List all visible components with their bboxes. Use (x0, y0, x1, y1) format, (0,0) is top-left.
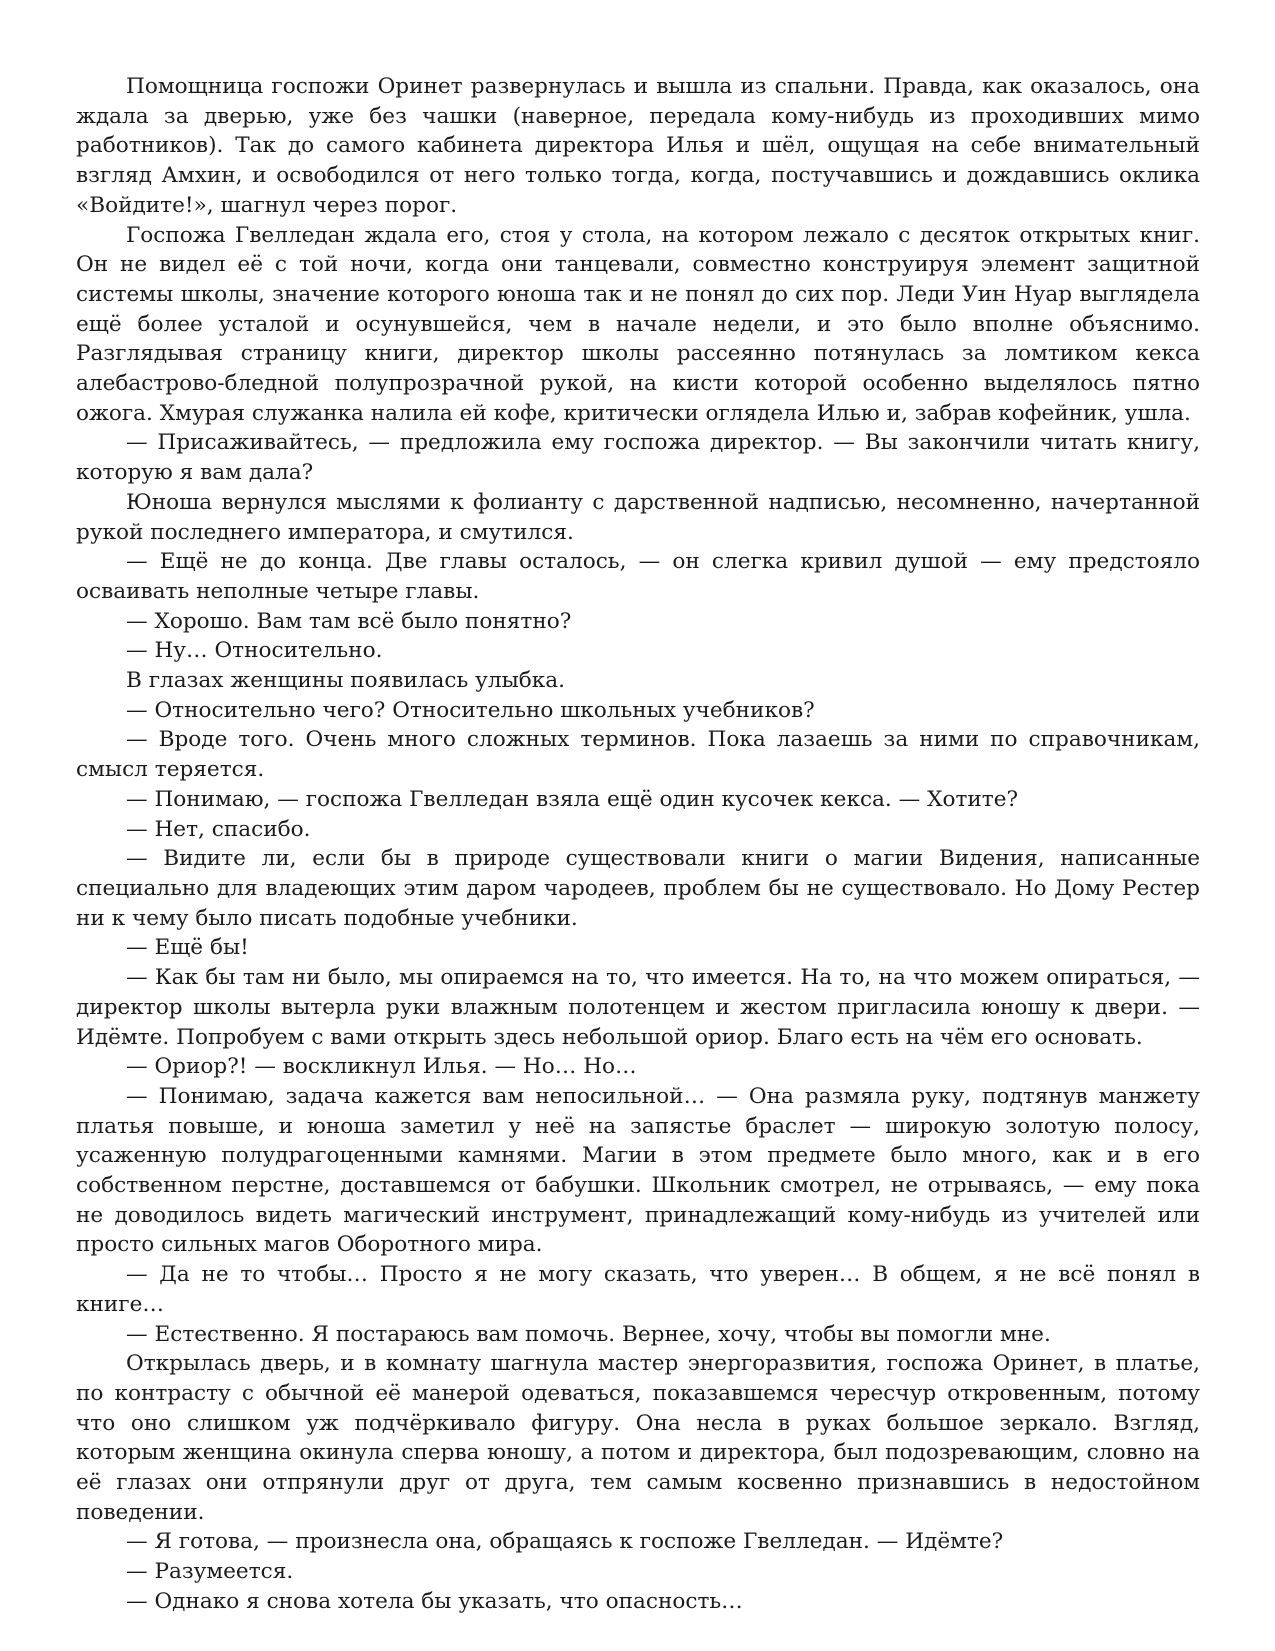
dialogue-line: — Естественно. Я постараюсь вам помочь. Вернее, хочу, чтобы вы помогли мне. (126, 1321, 1051, 1347)
dialogue-line: — Присаживайтесь, — предложила ему госпожа директор. — Вы закончили читать книгу, которую я вам дала? (76, 430, 1200, 486)
dialogue-line: — Относительно чего? Относительно школьных учебников? (126, 697, 815, 723)
paragraph: Помощница госпожи Оринет развернулась и вышла из спальни. Правда, как оказалось, она ждала за дверью, уже без чашки (наверное, передала кому-нибудь из проходивших мимо работников). Так до самого кабинета директора Илья и шёл, ощущая на себе внимательный взгляд Амхин, и освободился от него только тогда, когда, постучавшись и дождавшись оклика «Войдите!», шагнул через порог. (76, 74, 1200, 218)
dialogue-line: — Однако я снова хотела бы указать, что опасность… (126, 1588, 743, 1614)
dialogue-line: — Ну… Относительно. (126, 638, 383, 664)
dialogue-line: — Разумеется. (126, 1559, 294, 1585)
dialogue-line: — Вроде того. Очень много сложных терминов. Пока лазаешь за ними по справочникам, смысл теряется. (76, 727, 1200, 783)
paragraph: Открылась дверь, и в комнату шагнула мастер энергоразвития, госпожа Оринет, в платье, по контрасту с обычной её манерой одеваться, показавшемся чересчур откровенным, потому что оно слишком уж подчёркивало фигуру. Она несла в руках большое зеркало. Взгляд, которым женщина окинула сперва юношу, а потом и директора, был подозревающим, словно на её глазах они отпрянули друг от друга, тем самым косвенно признавшись в недостойном поведении. (76, 1351, 1200, 1525)
dialogue-line: — Понимаю, задача кажется вам непосильной… — Она размяла руку, подтянув манжету платья повыше, и юноша заметил у неё на запястье браслет — широкую золотую полосу, усаженную полудрагоценными камнями. Магии в этом предмете было много, как и в его собственном перстне, доставшемся от бабушки. Школьник смотрел, не отрываясь, — ему пока не доводилось видеть магический инструмент, принадлежащий кому-нибудь из учителей или просто сильных магов Оборотного мира. (76, 1083, 1200, 1258)
dialogue-line: — Ещё бы! (126, 935, 249, 961)
dialogue-line: — Я готова, — произнесла она, обращаясь к госпоже Гвелледан. — Идёмте? (126, 1529, 1004, 1555)
dialogue-line: — Хорошо. Вам там всё было понятно? (126, 608, 572, 634)
dialogue-line: — Ещё не до конца. Две главы осталось, — он слегка кривил душой — ему предстояло осваивать неполные четыре главы. (76, 549, 1200, 604)
dialogue-line: — Да не то чтобы… Просто я не могу сказать, что уверен… В общем, я не всё понял в книге… (76, 1262, 1200, 1317)
dialogue-line: — Понимаю, — госпожа Гвелледан взяла ещё один кусочек кекса. — Хотите? (126, 786, 1019, 812)
dialogue-line: — Нет, спасибо. (126, 816, 311, 842)
book-page (76, 72, 1200, 1617)
dialogue-line: — Видите ли, если бы в природе существовали книги о магии Видения, написанные специально для владеющих этим даром чародеев, проблем бы не существовало. Но Дому Рестер ни к чему было писать подобные учебники. (76, 846, 1200, 931)
dialogue-line: — Ориор?! — воскликнул Илья. — Но… Но… (126, 1054, 637, 1080)
paragraph: В глазах женщины появилась улыбка. (126, 668, 565, 694)
paragraph: Госпожа Гвелледан ждала его, стоя у стола, на котором лежало с десяток открытых книг. Он не видел её с той ночи, когда они танцевали, совместно конструируя элемент защитной системы школы, значение которого юноша так и не понял до сих пор. Леди Уин Нуар выглядела ещё более усталой и осунувшейся, чем в начале недели, и это было вполне объяснимо. Разглядывая страницу книги, директор школы рассеянно потянулась за ломтиком кекса алебастрово-бледной полупрозрачной рукой, на кисти которой особенно выделялось пятно ожога. Хмурая служанка налила ей кофе, критически оглядела Илью и, забрав кофейник, ушла. (76, 222, 1200, 426)
paragraph: Юноша вернулся мыслями к фолианту с дарственной надписью, несомненно, начертанной рукой последнего императора, и смутился. (76, 489, 1200, 545)
dialogue-line: — Как бы там ни было, мы опираемся на то, что имеется. На то, на что можем опираться, — директор школы вытерла руки влажным полотенцем и жестом пригласила юношу к двери. — Идёмте. Попробуем с вами открыть здесь небольшой ориор. Благо есть на чём его основать. (76, 965, 1200, 1050)
